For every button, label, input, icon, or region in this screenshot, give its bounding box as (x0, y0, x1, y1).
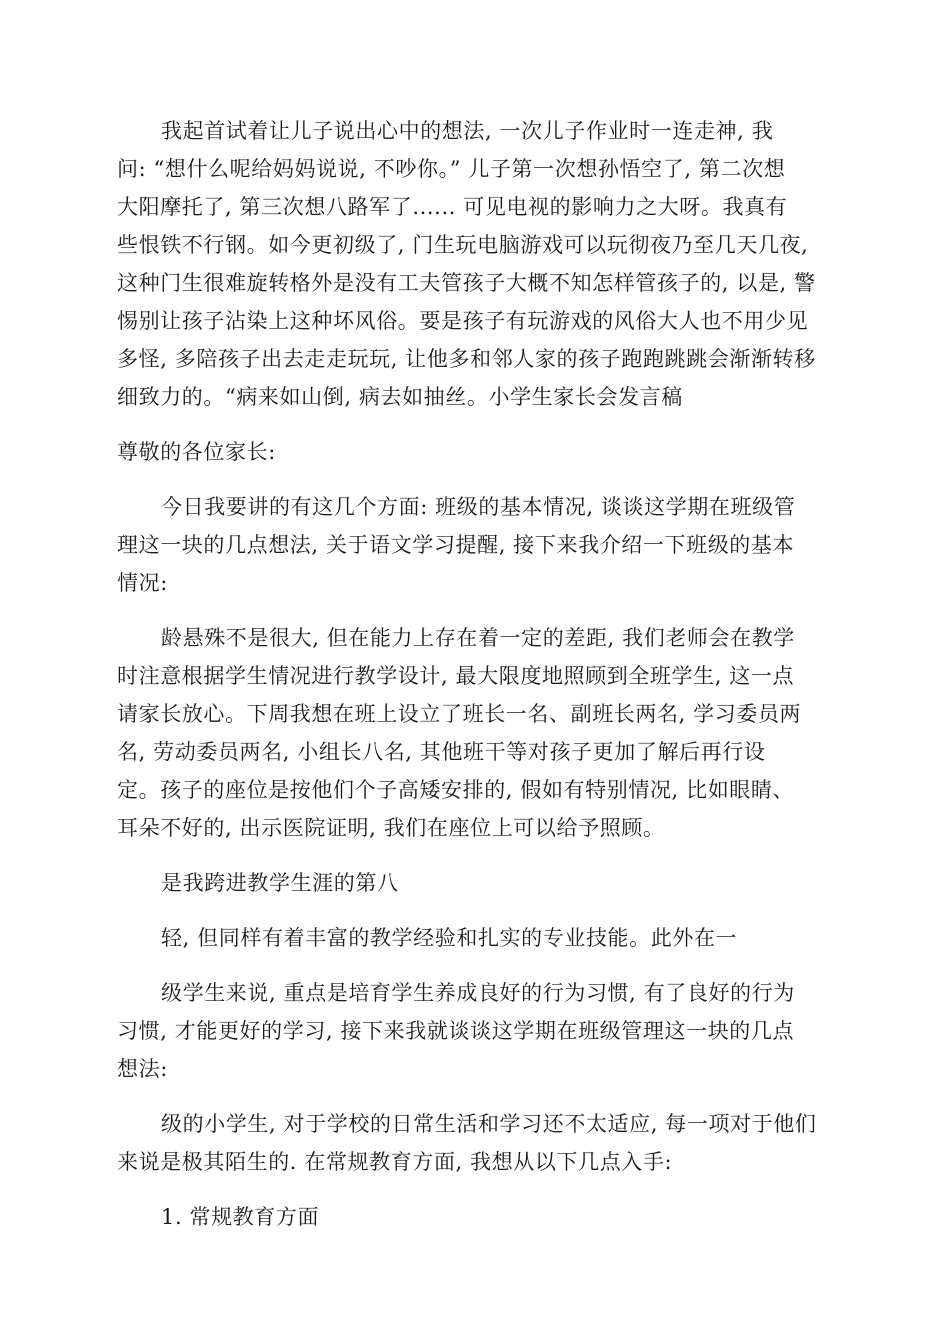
text-line: 定。孩子的座位是按他们个子高矮安排的, 假如有特别情况, 比如眼睛、 (117, 778, 795, 802)
text-line: 习惯, 才能更好的学习, 接下来我就谈谈这学期在班级管理这一块的几点 (117, 1019, 795, 1043)
text-line: 细致力的。“病来如山倒, 病去如抽丝。小学生家长会发言稿 (117, 385, 683, 409)
text-line: 问: “想什么呢给妈妈说说, 不吵你。” 儿子第一次想孙悟空了, 第二次想 (117, 157, 786, 181)
text-line: 来说是极其陌生的. 在常规教育方面, 我想从以下几点入手: (117, 1150, 673, 1174)
text-line: 我起首试着让儿子说出心中的想法, 一次儿子作业时一连走神, 我 (161, 119, 774, 143)
text-line: 理这一块的几点想法, 关于语文学习提醒, 接下来我介绍一下班级的基本 (117, 533, 795, 557)
text-line: 想法: (117, 1057, 168, 1081)
text-line: 级的小学生, 对于学校的日常生活和学习还不太适应, 每一项对于他们 (161, 1112, 817, 1136)
text-line: 些恨铁不行钢。如今更初级了, 门生玩电脑游戏可以玩彻夜乃至几天几夜, (117, 233, 809, 257)
text-line: 轻, 但同样有着丰富的教学经验和扎实的专业技能。此外在一 (161, 926, 738, 950)
paragraph-topics (117, 488, 833, 602)
text-line: 惕别让孩子沾染上这种坏风俗。要是孩子有玩游戏的风俗大人也不用少见 (117, 309, 809, 333)
text-line: 情况: (117, 571, 168, 595)
text-line: 龄悬殊不是很大, 但在能力上存在着一定的差距, 我们老师会在教学 (161, 626, 795, 650)
paragraph-son-distraction (117, 112, 833, 416)
section-heading-routine (117, 1198, 833, 1236)
text-line: 级学生来说, 重点是培育学生养成良好的行为习惯, 有了良好的行为 (161, 981, 795, 1005)
paragraph-class-situation (117, 619, 833, 847)
text-line: 多怪, 多陪孩子出去走走玩玩, 让他多和邻人家的孩子跑跑跳跳会渐渐转移 (117, 347, 816, 371)
text-line: 请家长放心。下周我想在班上设立了班长一名、副班长两名, 学习委员两 (117, 702, 802, 726)
text-line: 是我跨进教学生涯的第八 (161, 871, 399, 895)
salutation (117, 433, 833, 471)
paragraph-teaching-career (117, 864, 833, 902)
paragraph-experience (117, 919, 833, 957)
text-line: 1. 常规教育方面 (161, 1205, 320, 1229)
text-line: 时注意根据学生情况进行教学设计, 最大限度地照顾到全班学生, 这一点 (117, 664, 795, 688)
text-line: 尊敬的各位家长: (117, 440, 276, 464)
paragraph-habits (117, 974, 833, 1088)
text-line: 耳朵不好的, 出示医院证明, 我们在座位上可以给予照顾。 (117, 816, 665, 840)
text-line: 今日我要讲的有这几个方面: 班级的基本情况, 谈谈这学期在班级管 (161, 495, 796, 519)
text-line: 这种门生很难旋转格外是没有工夫管孩子大概不知怎样管孩子的, 以是, 警 (117, 271, 816, 295)
document-page (117, 112, 833, 1253)
paragraph-routine-education (117, 1105, 833, 1181)
text-line: 名, 劳动委员两名, 小组长八名, 其他班干等对孩子更加了解后再行设 (117, 740, 766, 764)
text-line: 大阳摩托了, 第三次想八路军了...... 可见电视的影响力之大呀。我真有 (117, 195, 788, 219)
